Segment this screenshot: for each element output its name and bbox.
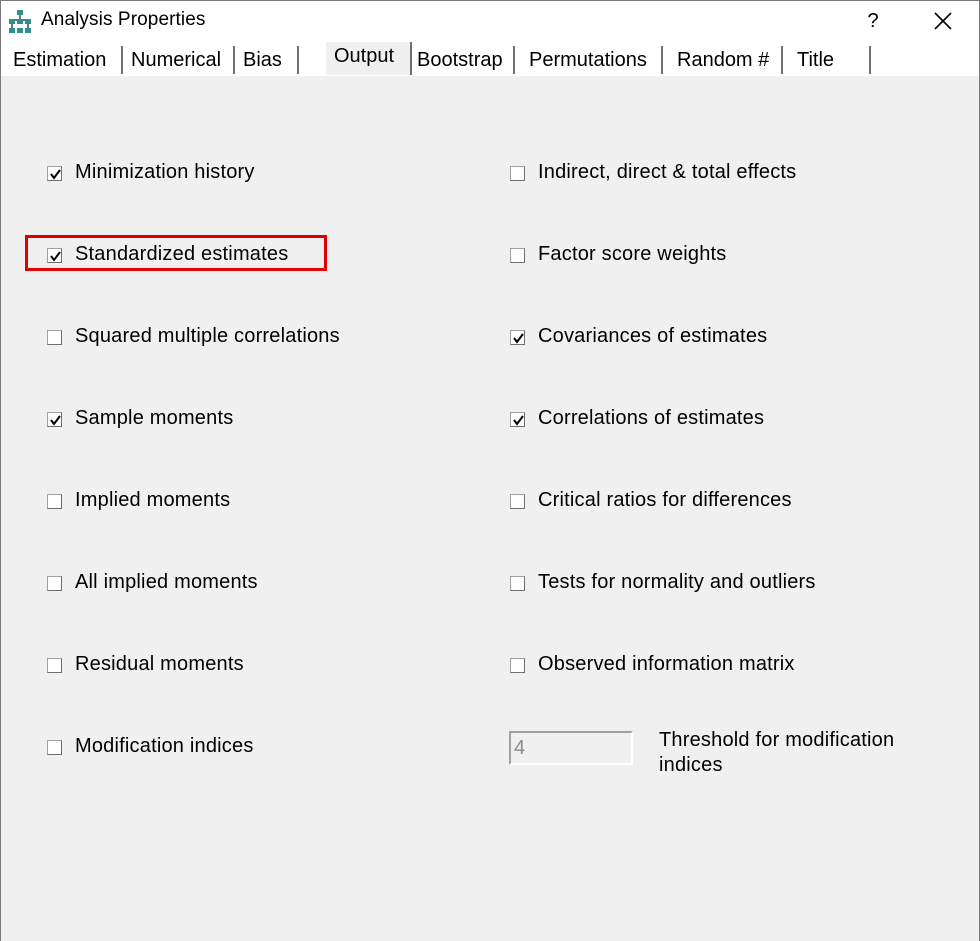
help-button[interactable]: ? (867, 10, 879, 32)
threshold-label: Threshold for modification indices (659, 729, 895, 776)
title-bar (1, 1, 979, 41)
checkbox[interactable] (47, 166, 62, 181)
option-label: Standardized estimates (75, 243, 289, 265)
checkbox[interactable] (47, 658, 62, 673)
close-button[interactable] (919, 1, 965, 41)
option-label: Correlations of estimates (538, 407, 765, 429)
checkbox[interactable] (510, 658, 525, 673)
tab-title[interactable]: Title (793, 46, 871, 74)
checkbox[interactable] (510, 248, 525, 263)
highlight-box (25, 235, 327, 271)
checkmark-icon (49, 414, 62, 427)
option-label: Covariances of estimates (538, 325, 768, 347)
tab-bootstrap[interactable]: Bootstrap (413, 46, 515, 74)
option-label: All implied moments (75, 571, 258, 593)
tab-estimation[interactable]: Estimation (9, 46, 123, 74)
option-label: Tests for normality and outliers (538, 571, 816, 593)
tab-output[interactable]: Output (325, 42, 412, 75)
option-label: Observed information matrix (538, 653, 795, 675)
option-label: Minimization history (75, 161, 255, 183)
option-label: Factor score weights (538, 243, 727, 265)
app-network-icon (7, 9, 33, 35)
close-icon (919, 1, 965, 41)
checkmark-icon (512, 332, 525, 345)
checkmark-icon (512, 414, 525, 427)
checkbox[interactable] (510, 576, 525, 591)
threshold-input[interactable] (509, 731, 633, 765)
checkbox[interactable] (510, 412, 525, 427)
checkmark-icon (49, 168, 62, 181)
tab-random[interactable]: Random # (673, 46, 783, 74)
checkbox[interactable] (47, 494, 62, 509)
checkbox[interactable] (510, 494, 525, 509)
checkbox[interactable] (47, 576, 62, 591)
option-label: Indirect, direct & total effects (538, 161, 797, 183)
checkbox[interactable] (47, 330, 62, 345)
option-label: Modification indices (75, 735, 254, 757)
checkbox[interactable] (47, 740, 62, 755)
tab-numerical[interactable]: Numerical (127, 46, 235, 74)
tab-permutations[interactable]: Permutations (525, 46, 663, 74)
window-title: Analysis Properties (41, 9, 206, 30)
checkbox[interactable] (47, 412, 62, 427)
checkbox[interactable] (510, 166, 525, 181)
option-label: Implied moments (75, 489, 231, 511)
tab-bias[interactable]: Bias (239, 46, 299, 74)
option-label: Sample moments (75, 407, 234, 429)
option-label: Residual moments (75, 653, 244, 675)
option-label: Squared multiple correlations (75, 325, 340, 347)
option-label: Critical ratios for differences (538, 489, 792, 511)
checkbox[interactable] (510, 330, 525, 345)
